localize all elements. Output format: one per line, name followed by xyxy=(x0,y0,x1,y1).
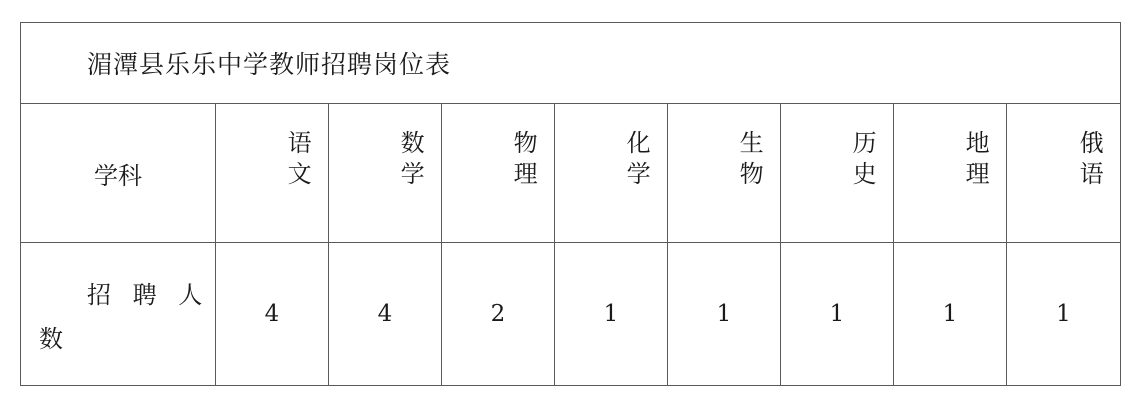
job-table-container xyxy=(20,22,1120,386)
title-row xyxy=(21,23,1121,104)
subject-label: 数学 xyxy=(400,129,425,188)
count-cell-3: 2 xyxy=(442,243,555,386)
row-label-line2: 数 xyxy=(39,325,63,353)
count-cell-8: 1 xyxy=(1007,243,1121,386)
count-cell-1: 4 xyxy=(216,243,329,386)
subject-label: 物理 xyxy=(513,129,538,188)
header-cell-subject-8 xyxy=(1007,104,1121,243)
header-cell-subject-6 xyxy=(781,104,894,243)
row-label-recruit-count xyxy=(21,243,216,386)
recruitment-table xyxy=(20,22,1121,386)
count-cell-6: 1 xyxy=(781,243,894,386)
count-cell-4: 1 xyxy=(555,243,668,386)
table-title: 湄潭县乐乐中学教师招聘岗位表 xyxy=(21,23,1121,104)
header-cell-subject-1 xyxy=(216,104,329,243)
header-row xyxy=(21,104,1121,243)
header-cell-subject-4 xyxy=(555,104,668,243)
subject-label: 地理 xyxy=(965,129,990,188)
header-cell-subject-5 xyxy=(668,104,781,243)
subject-label: 语文 xyxy=(287,129,312,188)
count-cell-7: 1 xyxy=(894,243,1007,386)
header-cell-subject-7 xyxy=(894,104,1007,243)
subject-label: 化学 xyxy=(626,129,651,188)
header-cell-subject-3 xyxy=(442,104,555,243)
row-label-line1: 招 聘 人 xyxy=(87,281,210,309)
count-cell-2: 4 xyxy=(329,243,442,386)
subject-label: 俄语 xyxy=(1079,129,1104,188)
subject-label: 生物 xyxy=(739,129,764,188)
header-subject-label: 学科 xyxy=(21,104,216,243)
count-cell-5: 1 xyxy=(668,243,781,386)
subject-label: 历史 xyxy=(852,129,877,188)
table-row xyxy=(21,243,1121,386)
header-cell-subject-2 xyxy=(329,104,442,243)
